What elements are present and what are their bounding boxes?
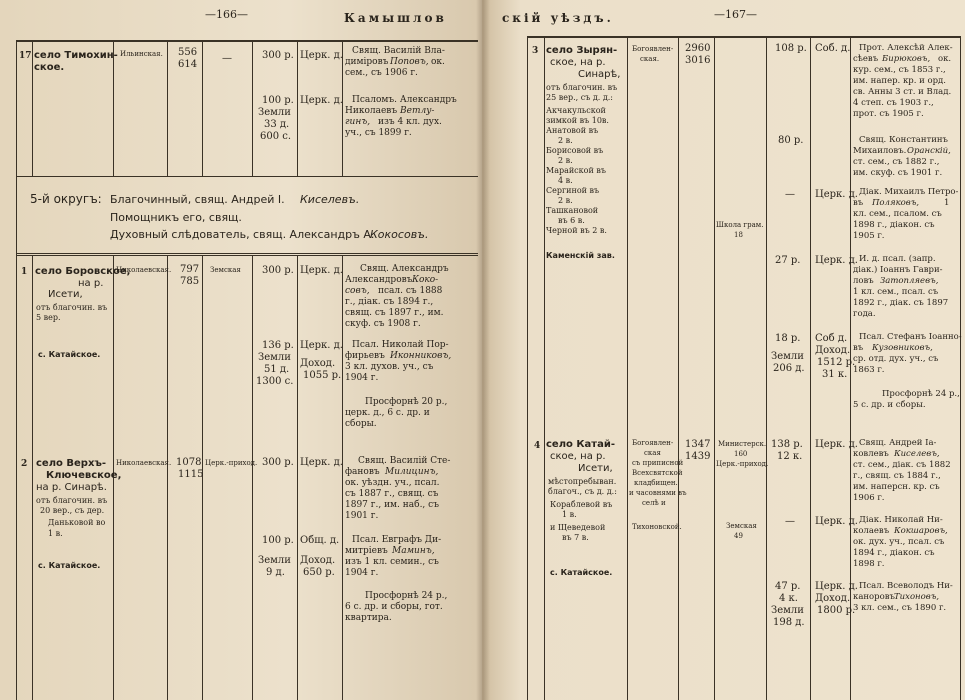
village: и Щеведевой [550,523,606,532]
house-status: Соб д. [815,333,848,344]
church-name: кладбищен. [634,479,678,487]
clergy-text: митріевъ [345,546,388,556]
post-office: с. Катайское. [38,350,101,359]
salary: 138 р. [771,439,803,450]
clergy-text: въ [853,343,864,353]
clergy-text: псал. съ 1888 [378,286,443,296]
clergy-text: Псал. Николай Пор- [352,340,449,350]
salary: 100 р. [262,535,294,546]
clergy-text: года. [853,309,876,319]
village: 2 в. [558,196,573,205]
distance: мѣстопребыван. [548,477,617,486]
row-number: 1 [21,267,28,277]
church-name: Ильинская. [120,50,163,58]
church-name: съ приписной [632,459,684,467]
clergy-text: ст. сем., діак. съ 1882 [853,460,951,470]
clergy-text: кл. сем., псалом. съ [853,209,942,219]
clergy-surname: Тихоновъ, [894,592,940,602]
clergy-text: Свящ. Андрей Іа- [859,438,937,448]
clergy-text: изъ 4 кл. дух. [378,117,442,127]
clergy-text: Михаиловъ. [853,146,907,156]
clergy-text: съ 1887 г., свящ. съ [345,489,439,499]
land-value: 198 д. [773,617,805,628]
col-rule [714,36,715,700]
clergy-text: Діак. Николай Ни- [859,515,943,525]
distance: Даньковой во [48,518,106,527]
salary: 27 р. [775,255,801,266]
village: въ 6 в. [558,216,585,225]
land-label: Земли [771,605,804,616]
clergy-text: Псал. Всеволодъ Ни- [859,581,953,591]
col-rule [527,36,528,700]
col-rule [960,36,961,700]
population-female: 1439 [685,451,711,462]
village: 2 в. [558,136,573,145]
post-office: Каменскій зав. [546,251,615,260]
col-rule [766,36,767,700]
clergy-surname: Коко- [412,275,439,285]
clergy-text: Свящ. Константинъ [859,135,948,145]
school-value: Земская [210,266,241,274]
col-rule [202,40,203,176]
clergy-surname: Иконниковъ, [390,351,452,361]
clergy-text: 3 кл. духов. уч., съ [345,362,434,372]
distance: отъ благочин. въ [546,83,618,92]
clergy-text: сѣевъ [853,54,879,64]
prosphora-text: церк. д., 6 с. др. и [345,408,430,418]
clergy-text: Свящ. Василій Вла- [352,46,445,56]
clergy-text: 1894 г., діакон. съ [853,548,935,558]
clergy-surname: Поляковъ, [872,198,920,208]
okrug-label: 5-й округъ: [30,192,102,206]
church-name: Тихоновской. [632,523,682,531]
income-label: Доход. [815,593,851,604]
col-rule [32,255,33,700]
parish-name: ское, на р. [550,57,606,68]
page-title-right: скій уѣздъ. [502,11,614,25]
okrug-surname: Кокосовъ. [370,228,429,241]
okrug-line: Духовный слѣдователь, свящ. Александръ А. [110,228,375,241]
population-female: 3016 [685,55,711,66]
clergy-text: им. напер. кр. и орд. [853,76,946,86]
house-status: Церк. д. [300,340,343,351]
village: Марайской въ [546,166,606,175]
church-name: и часовнями въ [629,489,687,497]
income-value: 1055 р. [303,370,342,381]
clergy-text: Свящ. Василій Сте- [358,456,451,466]
distance: 5 вер. [36,313,61,322]
school-count: 18 [734,231,743,239]
school-value: Церк.-приход. [205,459,258,467]
house-status: Церк. д. [815,581,858,592]
village: Сергиной въ [546,186,600,195]
salary: 80 р. [778,135,804,146]
clergy-text: ок. дух. уч., псал. съ [853,537,945,547]
clergy-surname: Киселевъ, [894,449,940,459]
clergy-text: г., діак. съ 1894 г., [345,297,434,307]
clergy-text: 1892 г., діак. съ 1897 [853,298,949,308]
clergy-text: ст. сем., съ 1882 г., [853,157,940,167]
parish-name: ское. [34,62,65,73]
house-status: Церк. д. [815,189,858,200]
distance: 1 в. [48,529,63,538]
distance: благоч., съ д. д.: [548,487,617,496]
income-value: 1512 р. [817,357,856,368]
salary: 300 р. [262,457,294,468]
clergy-text: Александровъ [345,275,413,285]
clergy-text: 3 кл. сем., съ 1890 г. [853,603,947,613]
clergy-text: ловъ [853,276,874,286]
village: Анатовой въ [546,126,599,135]
clergy-text: 1898 г. [853,559,885,569]
col-rule [297,255,298,700]
clergy-text: ок. [938,54,952,64]
page-title-left: Камышлов [344,11,447,25]
clergy-text: 1898 г., діакон. съ [853,220,935,230]
income-value: 1800 р. [817,605,856,616]
clergy-text: ок. [431,57,445,67]
school-value: Школа грам. [716,221,764,229]
land-label: Земли [258,352,291,363]
clergy-text: ковлевъ [853,449,889,459]
school-count: 49 [734,532,743,540]
land-label: Земли [258,107,291,118]
clergy-text: сем., съ 1906 г. [345,68,418,78]
church-name: Богоявлен- [632,439,674,447]
salary: 12 к. [777,451,803,462]
col-rule [342,255,343,700]
house-status: Церк. д. [300,50,343,61]
clergy-text: 1863 г. [853,365,885,375]
income-label: Доход. [300,358,336,369]
book-gutter [476,0,490,700]
church-name: Всехсвятской [632,469,683,477]
salary: 300 р. [262,265,294,276]
income-value: 650 р. [303,567,335,578]
village: Акчакульской [546,106,606,115]
population-male: 1347 [685,439,711,450]
col-rule [252,255,253,700]
salary: 108 р. [775,43,807,54]
clergy-text: въ [853,198,864,208]
prosphora-text: Просфорнѣ 24 р., [882,389,960,399]
school-value: Церк.-приход. [716,460,769,468]
row-number: 17 [19,51,32,61]
parish-name: Синарѣ, [578,69,621,80]
school-value: — [222,53,232,64]
salary: 100 р. [262,95,294,106]
village: въ 7 в. [562,533,589,542]
population-female: 785 [180,276,200,287]
land-value: 33 д. [264,119,290,130]
land-value: 600 с. [260,131,292,142]
salary: 4 к. [779,593,798,604]
clergy-text: Николаевъ [345,106,398,116]
clergy-text: колаевъ [853,526,890,536]
clergy-text: свящ. съ 1897 г., им. [345,308,444,318]
income-label: Доход. [300,555,336,566]
salary: 300 р. [262,50,294,61]
table-top-rule [16,40,478,42]
house-status: Церк. д. [815,516,858,527]
distance: отъ благочин. въ [36,496,108,505]
clergy-surname: Маминъ, [392,546,435,556]
village: Ташкановой [546,206,599,215]
population-male: 2960 [685,43,711,54]
clergy-text: прот. съ 1905 г. [853,109,924,119]
clergy-text: им. наперсн. кр. съ [853,482,940,492]
house-status: Церк. д. [815,439,858,450]
church-name: селѣ и [642,499,666,507]
clergy-surname: Оранскій, [907,146,951,156]
okrug-line: Благочинный, свящ. Андрей І. [110,193,285,206]
parish-name: село Боровское, [35,266,131,277]
clergy-text: 1897 г., им. наб., съ [345,500,439,510]
village: 2 в. [558,156,573,165]
distance: отъ благочин. въ [36,303,108,312]
clergy-text: 1905 г. [853,231,885,241]
clergy-text: Псал. Евграфъ Ди- [352,535,442,545]
clergy-text: И. д. псал. (запр. [859,254,936,264]
village: Кораблевой въ [550,500,613,509]
clergy-text: кур. сем., съ 1853 г., [853,65,946,75]
house-status: Церк. д. [300,265,343,276]
population-female: 614 [178,59,198,70]
population-male: 556 [178,47,198,58]
prosphora-text: 6 с. др. и сборы, гот. [345,602,443,612]
clergy-surname: гинъ, [345,117,371,127]
post-office: с. Катайское. [550,568,613,577]
row-rule [16,255,478,256]
clergy-text: г., свящ. съ 1884 г., [853,471,941,481]
salary: — [785,189,795,200]
salary: — [785,516,795,527]
page-number-right: —167— [714,8,757,21]
clergy-text: св. Анны 3 ст. и Влад. [853,87,952,97]
house-status: Соб. д. [815,43,851,54]
parish-name: на р. [78,278,104,289]
parish-name: Исети, [48,289,83,300]
row-rule [16,253,478,254]
clergy-surname: Поповъ, [390,57,429,67]
row-number: 2 [21,459,28,469]
left-page [0,0,482,700]
clergy-text: Псал. Стефанъ Іоанно- [859,332,962,342]
clergy-text: ср. отд. дух. уч., съ [853,354,939,364]
okrug-line: Помощникъ его, свящ. [110,211,242,224]
prosphora-text: Просфорнѣ 24 р., [365,591,448,601]
population-male: 797 [180,264,200,275]
house-status: Общ. д. [300,535,340,546]
clergy-text: уч., съ 1899 г. [345,128,412,138]
prosphora-text: квартира. [345,613,392,623]
village: Борисовой въ [546,146,604,155]
col-rule [167,255,168,700]
clergy-text: фирьевъ [345,351,385,361]
parish-name: Исети, [578,463,613,474]
house-status: Церк. д. [300,457,343,468]
clergy-surname: Кузовниковъ, [872,343,933,353]
distance: 20 вер., съ дер. [40,506,105,515]
parish-name: село Верхъ- [36,458,107,469]
col-rule [252,40,253,176]
village: 4 в. [558,176,573,185]
land-value: 9 д. [266,567,285,578]
clergy-surname: совъ, [345,286,370,296]
land-value: 206 д. [773,363,805,374]
clergy-surname: Ветлу- [400,106,435,116]
row-number: 4 [534,441,541,451]
village: зимкой въ 10в. [546,116,609,125]
col-rule [297,40,298,176]
clergy-text: скуф. съ 1908 г. [345,319,421,329]
village: Черной въ 2 в. [546,226,607,235]
clergy-text: каноровъ [853,592,895,602]
parish-name: на р. Синарѣ. [36,482,107,493]
church-name: ская. [640,55,660,63]
clergy-text: 1 [944,198,950,208]
col-rule [167,40,168,176]
prosphora-text: Просфорнѣ 20 р., [365,397,448,407]
house-status: Церк. д. [300,95,343,106]
okrug-surname: Киселевъ. [300,193,360,206]
school-count: 160 [734,450,748,458]
salary: 136 р. [262,340,294,351]
col-rule [678,36,679,700]
population-female: 1115 [178,469,204,480]
parish-name: ское, на р. [550,451,606,462]
parish-name: село Зырян- [546,45,618,56]
col-rule [544,36,545,700]
clergy-text: Діак. Михаилъ Петро- [859,187,959,197]
clergy-text: изъ 1 кл. семин., съ [345,557,439,567]
right-page [482,0,965,700]
land-label: Земли [771,351,804,362]
clergy-text: Свящ. Александръ [360,264,449,274]
prosphora-text: сборы. [345,419,377,429]
church-name: ская [644,449,661,457]
income-value: 31 к. [822,369,848,380]
parish-name: село Катай- [546,439,616,450]
clergy-text: 1906 г. [853,493,885,503]
salary: 47 р. [775,581,801,592]
clergy-text: 1904 г. [345,568,379,578]
post-office: с. Катайское. [38,561,101,570]
col-rule [16,40,17,700]
income-label: Доход. [815,345,851,356]
parish-name: Ключевское, [46,470,122,481]
col-rule [810,36,811,700]
prosphora-text: 5 с. др. и сборы. [853,400,926,410]
row-rule [16,176,478,177]
house-status: Церк. д. [815,255,858,266]
clergy-text: ок. уѣздн. уч., псал. [345,478,440,488]
salary: 18 р. [775,333,801,344]
clergy-text: 1 кл. сем., псал. съ [853,287,939,297]
church-name: Николаевская. [116,459,172,467]
distance: 25 вер., съ д. д.: [546,93,613,102]
church-name: Николаевская. [116,266,172,274]
page-number-left: —166— [205,8,248,21]
land-value: 1300 с. [256,376,294,387]
clergy-text: 4 степ. съ 1903 г., [853,98,934,108]
land-value: 51 д. [264,364,290,375]
clergy-text: диміровъ [345,57,389,67]
school-value: Министерск. [718,440,767,448]
clergy-text: діак.) Іоаннъ Гаври- [853,265,943,275]
clergy-text: 1904 г. [345,373,379,383]
clergy-text: им. скуф. съ 1901 г. [853,168,943,178]
village: 1 в. [562,510,577,519]
clergy-surname: Милицинъ, [385,467,439,477]
school-value: Земская [726,522,757,530]
table-top-rule [527,36,960,38]
clergy-text: Прот. Алексѣй Алек- [859,43,953,53]
clergy-surname: Бирюковъ, [882,54,931,64]
row-number: 3 [532,46,539,56]
clergy-text: 1901 г. [345,511,379,521]
population-male: 1078 [176,457,202,468]
clergy-text: Псаломъ. Александръ [352,95,457,105]
church-name: Богоявлен- [632,45,674,53]
parish-name: село Тимохин- [34,50,118,61]
col-rule [32,40,33,176]
clergy-surname: Затопляевъ, [880,276,939,286]
clergy-surname: Кокшаровъ, [894,526,948,536]
col-rule [627,36,628,700]
clergy-text: фановъ [345,467,380,477]
land-label: Земли [258,555,291,566]
